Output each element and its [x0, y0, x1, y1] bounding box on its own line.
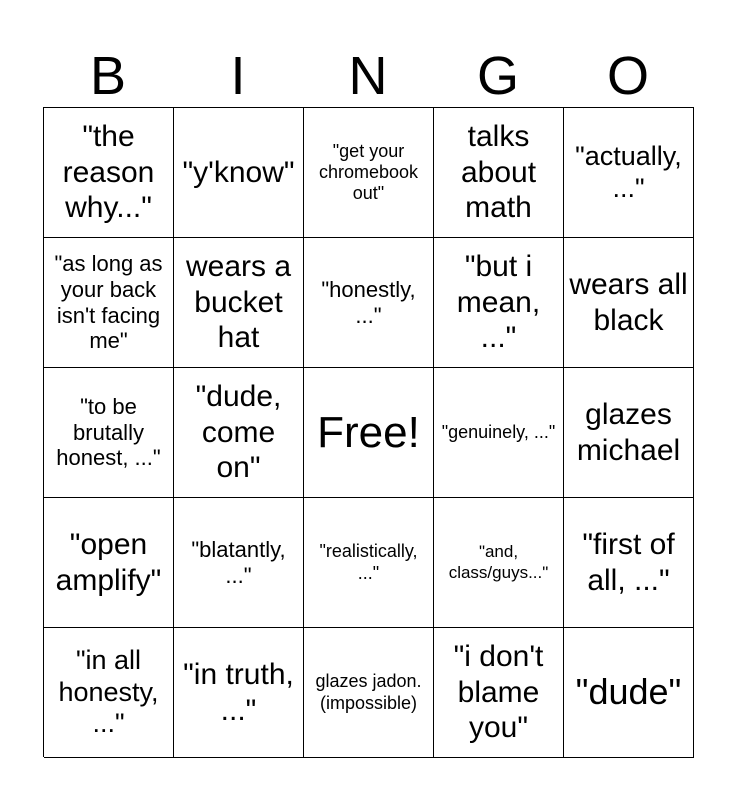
bingo-cell[interactable]: "get your chromebook out" — [304, 108, 434, 238]
header-letter-o: O — [606, 46, 649, 106]
header-letter-n: N — [348, 46, 388, 106]
bingo-board — [43, 107, 694, 757]
bingo-cell[interactable]: talks about math — [434, 108, 564, 238]
bingo-cell[interactable]: "in all honesty, ..." — [44, 628, 174, 758]
bingo-cell[interactable]: "dude, come on" — [174, 368, 304, 498]
bingo-cell[interactable]: "but i mean, ..." — [434, 238, 564, 368]
bingo-header — [43, 44, 693, 108]
bingo-cell[interactable]: "y'know" — [174, 108, 304, 238]
header-letter-i: I — [230, 46, 246, 106]
bingo-cell[interactable]: "to be brutally honest, ..." — [44, 368, 174, 498]
bingo-cell[interactable]: glazes jadon. (impossible) — [304, 628, 434, 758]
free-space-cell[interactable]: Free! — [304, 368, 434, 498]
header-letter-b: B — [89, 46, 127, 106]
bingo-cell[interactable]: "blatantly, ..." — [174, 498, 304, 628]
bingo-cell[interactable]: "realistically, ..." — [304, 498, 434, 628]
bingo-cell[interactable]: "genuinely, ..." — [434, 368, 564, 498]
bingo-cell[interactable]: "open amplify" — [44, 498, 174, 628]
bingo-cell[interactable]: wears all black — [564, 238, 694, 368]
bingo-cell[interactable]: "as long as your back isn't facing me" — [44, 238, 174, 368]
bingo-cell[interactable]: "actually, ..." — [564, 108, 694, 238]
bingo-cell[interactable]: "honestly, ..." — [304, 238, 434, 368]
bingo-cell[interactable]: "dude" — [564, 628, 694, 758]
bingo-cell[interactable]: wears a bucket hat — [174, 238, 304, 368]
header-letter-g: G — [476, 46, 519, 106]
bingo-cell[interactable]: "the reason why..." — [44, 108, 174, 238]
bingo-cell[interactable]: "and, class/guys..." — [434, 498, 564, 628]
bingo-cell[interactable]: "i don't blame you" — [434, 628, 564, 758]
bingo-cell[interactable]: "in truth, ..." — [174, 628, 304, 758]
bingo-cell[interactable]: "first of all, ..." — [564, 498, 694, 628]
bingo-cell[interactable]: glazes michael — [564, 368, 694, 498]
